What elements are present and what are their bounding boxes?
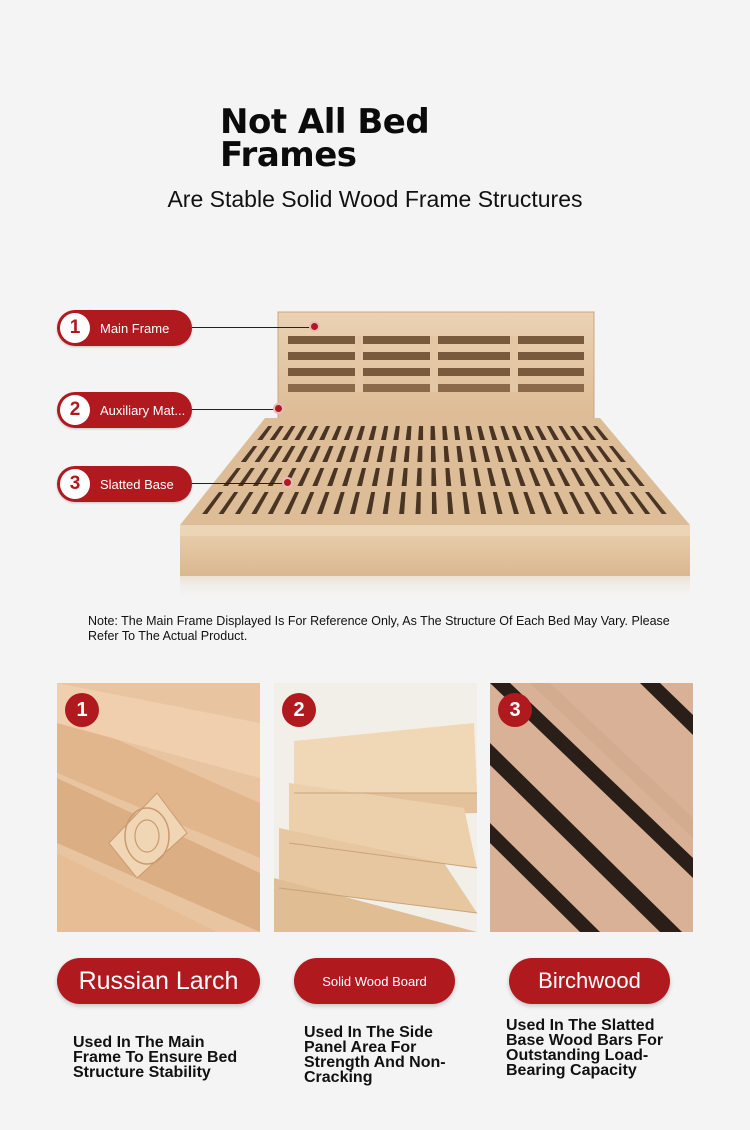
- callout-leader-line: [192, 483, 284, 484]
- callout-marker-dot: [282, 477, 293, 488]
- material-number-badge: 1: [65, 693, 99, 727]
- material-description: Used In The Side Panel Area For Strength And Non-Cracking: [304, 1024, 446, 1086]
- callout-auxiliary-mattress: [57, 392, 192, 428]
- callout-number: 1: [60, 313, 90, 343]
- birchwood-photo: [490, 683, 693, 932]
- material-number-badge: 3: [498, 693, 532, 727]
- material-name-pill: Birchwood: [509, 958, 670, 1004]
- callout-number: 3: [60, 469, 90, 499]
- russian-larch-photo: [57, 683, 260, 932]
- material-number-badge: 2: [282, 693, 316, 727]
- callout-main-frame: [57, 310, 192, 346]
- callout-slatted-base: [57, 466, 192, 502]
- callout-label: Slatted Base: [100, 476, 174, 492]
- callout-marker-dot: [309, 321, 320, 332]
- material-name-pill: Solid Wood Board: [294, 958, 455, 1004]
- slat-gap: [431, 446, 436, 462]
- callout-leader-line: [192, 409, 276, 410]
- solid-wood-board-photo: [274, 683, 477, 932]
- page-subtitle: Are Stable Solid Wood Frame Structures: [167, 186, 583, 212]
- bed-frame-illustration: [170, 300, 710, 600]
- callout-label: Auxiliary Mat...: [100, 402, 186, 418]
- slat-gap: [430, 426, 435, 440]
- slat-gap: [431, 468, 436, 486]
- material-name-pill: Russian Larch: [57, 958, 260, 1004]
- callout-label: Main Frame: [100, 320, 170, 336]
- callout-marker-dot: [273, 403, 284, 414]
- callout-number: 2: [60, 395, 90, 425]
- disclaimer-note: Note: The Main Frame Displayed Is For Reference Only, As The Structure Of Each Bed May Vary. Please Refer To The Actual Product.: [88, 614, 670, 643]
- page-title: Not All Bed Frames: [220, 102, 430, 175]
- callout-leader-line: [192, 327, 312, 328]
- material-description: Used In The Main Frame To Ensure Bed Structure Stability: [73, 1034, 238, 1081]
- material-description: Used In The Slatted Base Wood Bars For Outstanding Load-Bearing Capacity: [506, 1017, 664, 1079]
